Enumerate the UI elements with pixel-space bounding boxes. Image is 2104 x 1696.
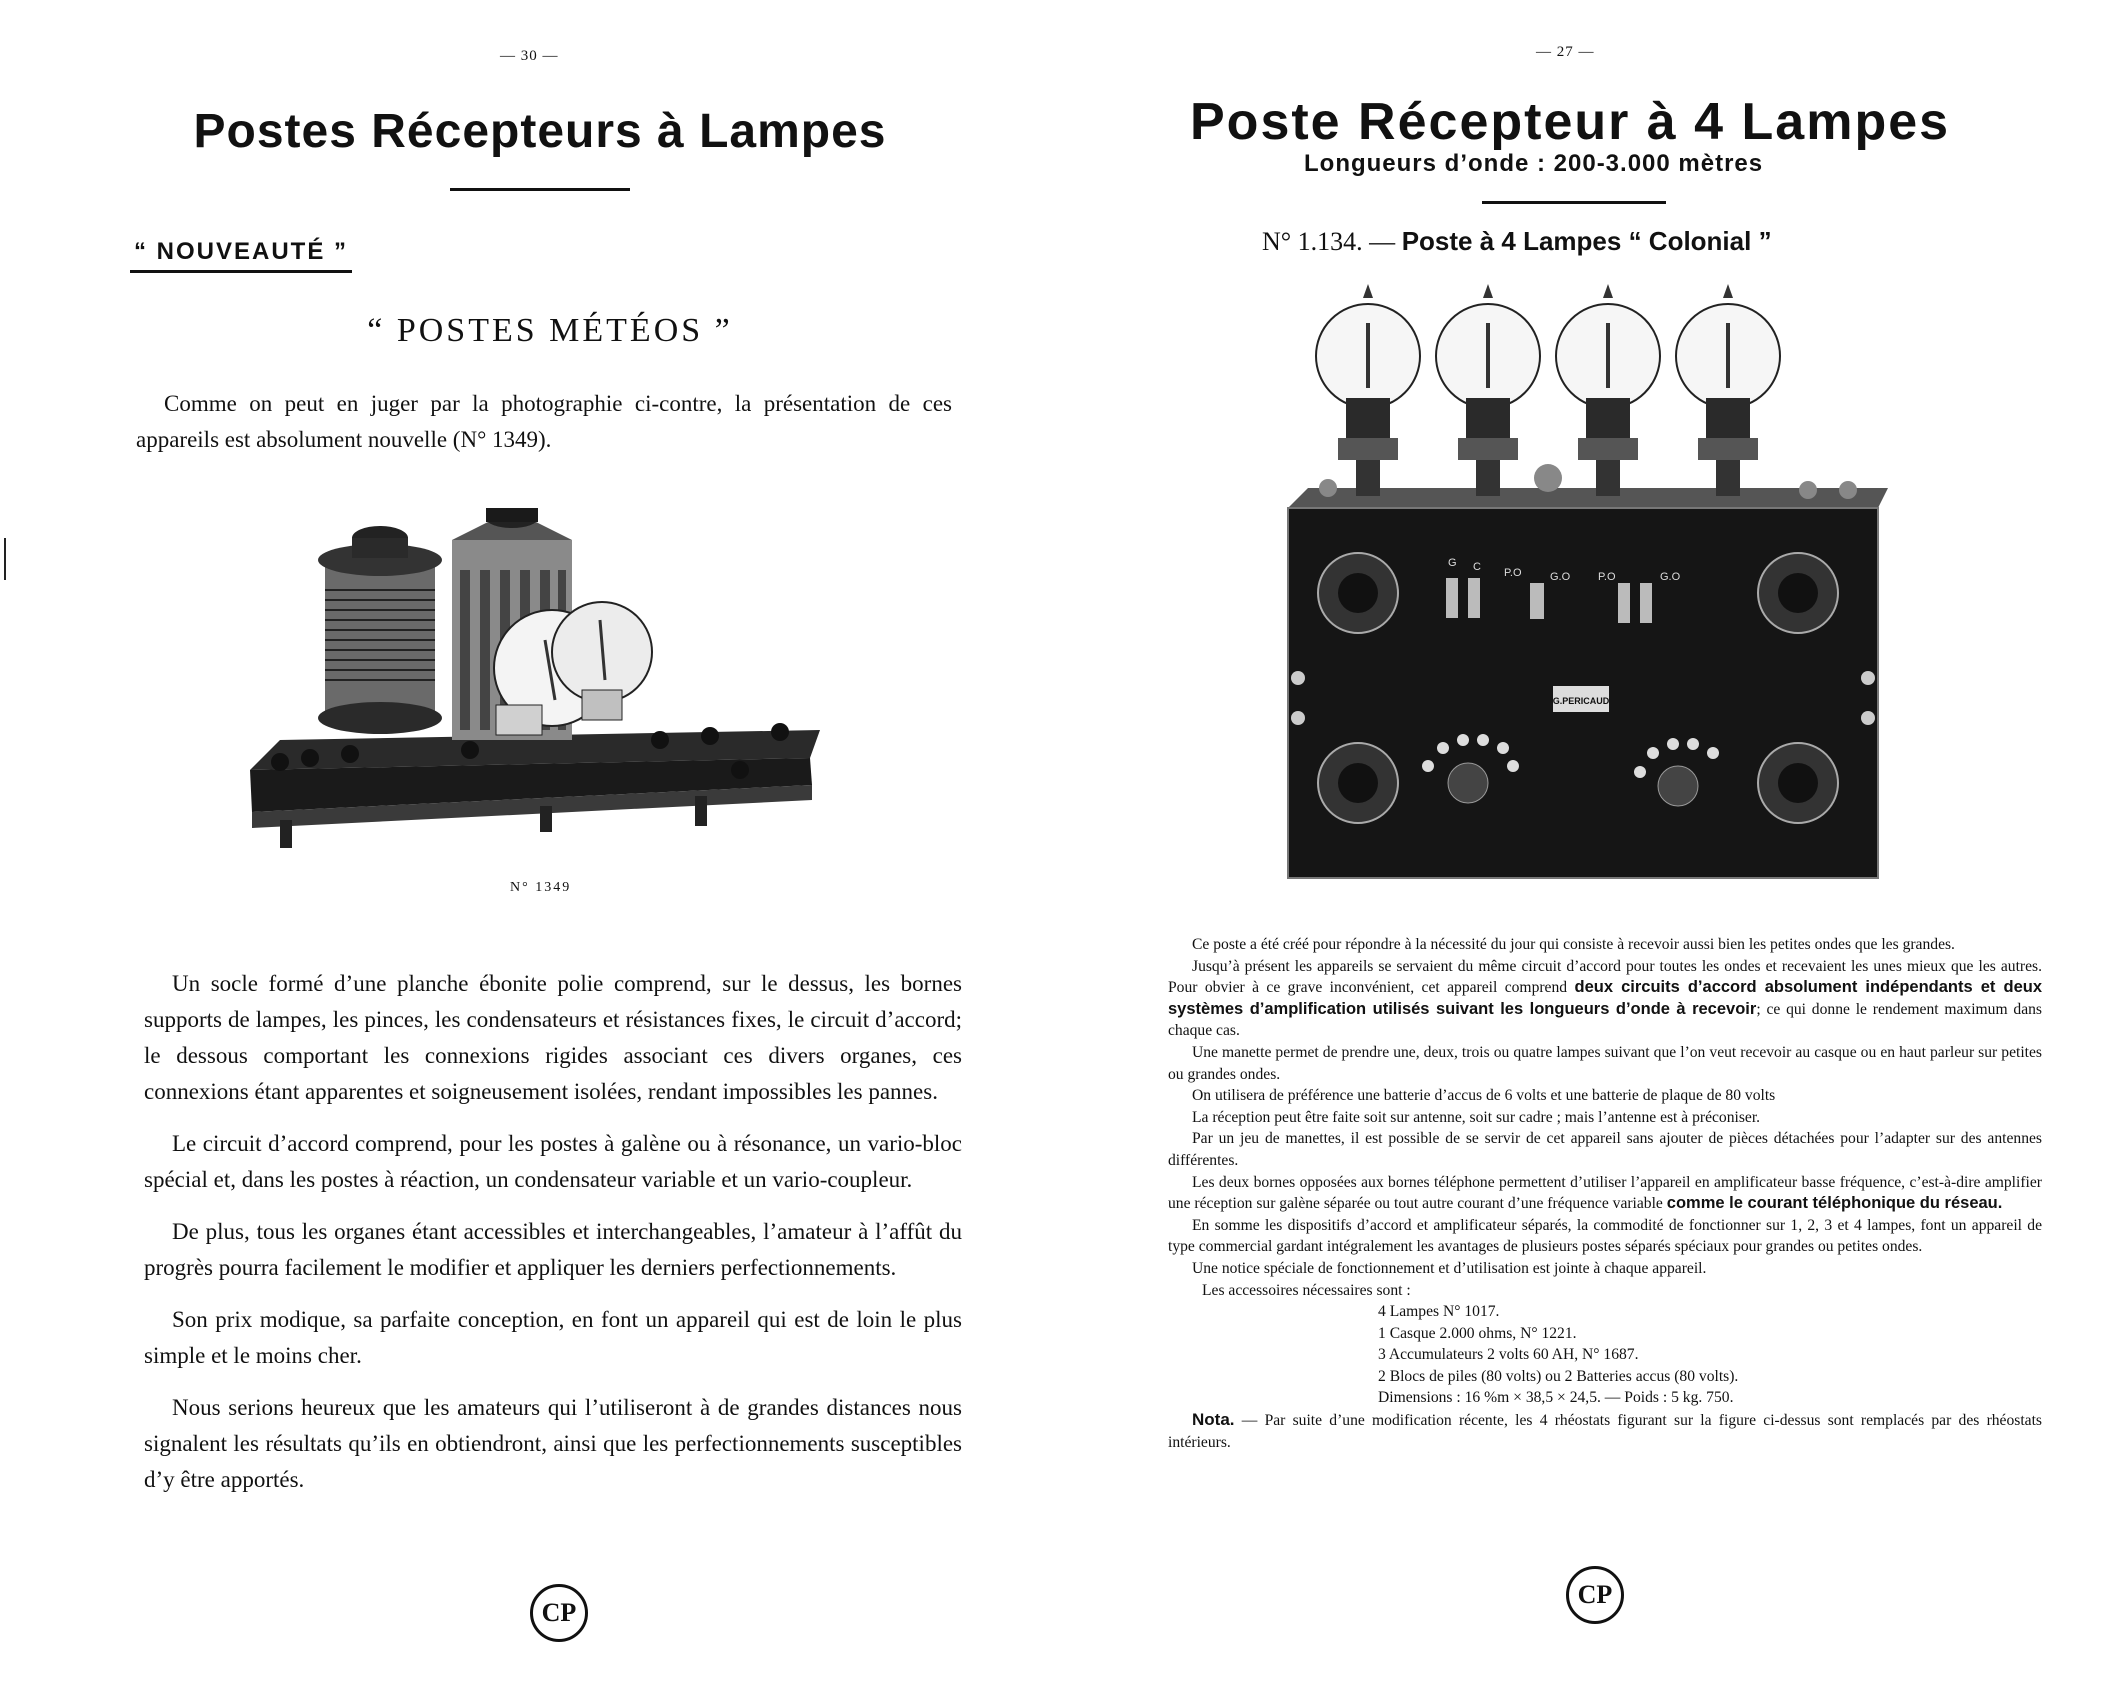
desc-paragraph: Une manette permet de prendre une, deux, trois ou quatre lampes suivant que l’on veut recevoir au casque ou en haut parleur sur petites ou grandes ondes. [1168, 1043, 2042, 1083]
meteo-receiver-illustration [240, 500, 830, 880]
figure-caption: N° 1349 [510, 880, 572, 895]
paragraph: Un socle formé d’une planche ébonite polie comprend, sur le dessus, les bornes supports de lampes, les pinces, les condensateurs et résistances fixes, le circuit d’accord; le dessous comportant les connexions rigides associant ces divers organes, ces connexions étant apparentes et soigneusement isolées, rendant impossibles les pannes. [144, 971, 962, 1104]
nota-paragraph [1168, 1409, 2042, 1453]
switch-label: P.O [1504, 567, 1522, 579]
paragraph: De plus, tous les organes étant accessibles et interchangeables, l’amateur à l’affût du progrès pourra facilement le modifier et appliquer les derniers perfectionnements. [144, 1219, 962, 1280]
desc-text: Jusqu’à présent les appareils se servaient du même circuit d’accord pour toutes les ondes et recevaient les unes mieux que les autres. Pour obvier à ce grave inconvénient, cet appareil comprend [1168, 957, 2042, 997]
desc-paragraph [1168, 1172, 2042, 1215]
page-title: Postes Récepteurs à Lampes [193, 105, 887, 158]
desc-paragraph [1168, 956, 2042, 1042]
nota-text: — Par suite d’une modification récente, les 4 rhéostats figurant sur la figure ci-dessus sont remplacés par des rhéostats intérieurs. [1168, 1412, 2042, 1451]
publisher-logo: CP [530, 1584, 588, 1642]
body-paragraphs [144, 966, 962, 1514]
desc-paragraph: En somme les dispositifs d’accord et amplificateur séparés, la commodité de fonctionner sur 1, 2, 3 et 4 lampes, font un appareil de type commercial gardant intégralement les avantages de plusieurs postes séparés spéciaux pour grandes ou petites ondes. [1168, 1216, 2042, 1256]
switch-label: G.O [1660, 571, 1681, 583]
right-page [1052, 0, 2104, 1696]
switch-label: G.O [1550, 571, 1571, 583]
desc-emphasis: deux circuits d’accord absolument indépendants et deux systèmes d’amplification utilisés suivant les longueurs d’onde à recevoir [1168, 978, 2043, 1018]
page-number: — 30 — [500, 48, 559, 64]
paragraph: Le circuit d’accord comprend, pour les postes à galène ou à résonance, un vario-bloc spécial et, dans les postes à réaction, un condensateur variable et un vario-coupleur. [144, 1131, 962, 1192]
desc-text: Les deux bornes opposées aux bornes téléphone permettent d’utiliser l’appareil en amplificateur basse fréquence, c’est-à-dire amplifier une réception sur galène séparée ou tout autre courant d’une fréquence variable [1168, 1173, 2042, 1213]
desc-paragraph: La réception peut être faite soit sur antenne, soit sur cadre ; mais l’antenne est à préconiser. [1192, 1108, 1761, 1126]
intro-text: Comme on peut en juger par la photographie ci-contre, la présentation de ces appareils est absolument nouvelle (N° 1349). [136, 391, 952, 452]
product-line [1262, 226, 1772, 257]
product-description [1168, 934, 2042, 1453]
switch-label: C [1473, 561, 1481, 573]
colonial-receiver-illustration [1268, 278, 1918, 898]
page-title: Poste Récepteur à 4 Lampes [1190, 93, 1951, 151]
desc-text: ; ce qui donne le rendement maximum dans chaque cas. [1168, 1000, 2042, 1040]
paragraph: Nous serions heureux que les amateurs qui l’utiliseront à de grandes distances nous signalent les résultats qu’ils en obtiendront, ainsi que les perfectionnements susceptibles d’y être apportés. [144, 1395, 962, 1492]
maker-plate: G.PERICAUD [1552, 696, 1610, 706]
title-rule [1482, 201, 1666, 204]
accessories-title: Les accessoires nécessaires sont : [1202, 1281, 1411, 1299]
section-heading: “ POSTES MÉTÉOS ” [367, 312, 733, 349]
accessory-item: 3 Accumulateurs 2 volts 60 AH, N° 1687. [1378, 1346, 1639, 1364]
nota-label: Nota. [1192, 1410, 1235, 1430]
product-name: Poste à 4 Lampes “ Colonial ” [1401, 226, 1772, 256]
page-number: — 27 — [1536, 44, 1595, 60]
desc-paragraph: Par un jeu de manettes, il est possible de se servir de cet appareil sans ajouter de pièces détachées pour l’adapter sur des antennes différentes. [1168, 1130, 2042, 1169]
product-number: N° 1.134. — [1262, 227, 1396, 256]
intro-paragraph [136, 386, 952, 458]
nouveaute-tag: “ NOUVEAUTÉ ” [130, 238, 352, 273]
accessory-item: 1 Casque 2.000 ohms, N° 1221. [1378, 1324, 1577, 1342]
accessory-item: Dimensions : 16 %m × 38,5 × 24,5. — Poids : 5 kg. 750. [1378, 1389, 1734, 1407]
paragraph: Son prix modique, sa parfaite conception, en font un appareil qui est de loin le plus simple et le moins cher. [144, 1307, 962, 1368]
switch-label: G [1448, 557, 1457, 569]
switch-label: P.O [1598, 571, 1616, 583]
page-subtitle: Longueurs d’onde : 200-3.000 mètres [1304, 150, 1764, 177]
desc-paragraph: Une notice spéciale de fonctionnement et d’utilisation est jointe à chaque appareil. [1192, 1259, 1707, 1277]
accessory-item: 4 Lampes N° 1017. [1378, 1303, 1500, 1321]
desc-paragraph: On utilisera de préférence une batterie d’accus de 6 volts et une batterie de plaque de 80 volts [1192, 1087, 1776, 1105]
desc-paragraph: Ce poste a été créé pour répondre à la nécessité du jour qui consiste à recevoir aussi bien les petites ondes que les grandes. [1192, 936, 1955, 953]
publisher-logo: CP [1566, 1566, 1624, 1624]
title-rule [450, 188, 630, 191]
accessory-item: 2 Blocs de piles (80 volts) ou 2 Batteries accus (80 volts). [1378, 1367, 1739, 1385]
desc-emphasis: comme le courant téléphonique du réseau. [1666, 1194, 2003, 1213]
